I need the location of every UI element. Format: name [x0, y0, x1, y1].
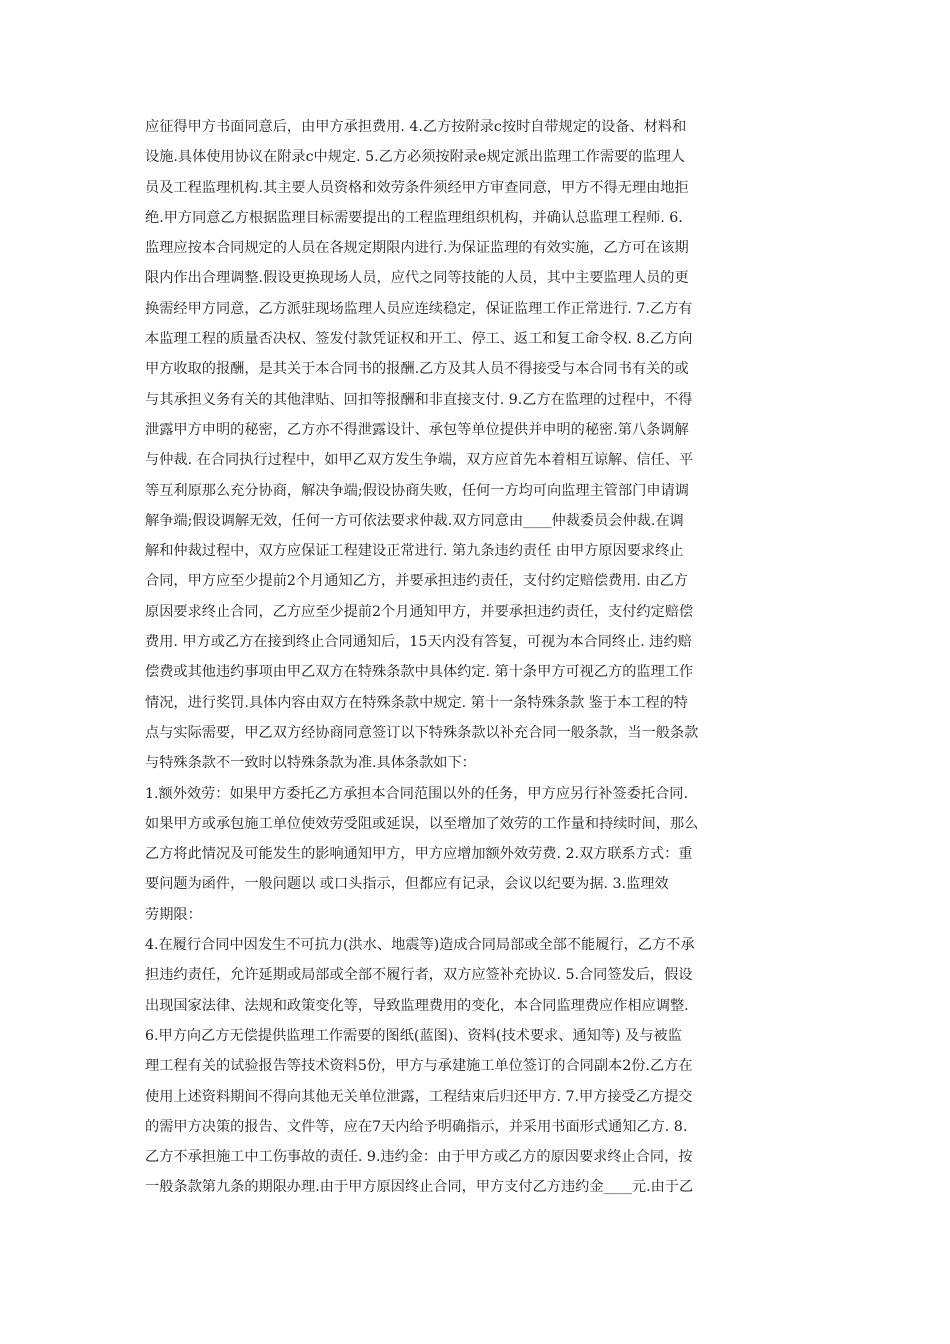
text-line: 4.在履行合同中因发生不可抗力(洪水、地震等)造成合同局部或全部不能履行，乙方不承: [145, 937, 695, 954]
text-line: 绝.甲方同意乙方根据监理目标需要提出的工程监理组织机构，并确认总监理工程师. 6.: [145, 209, 683, 226]
text-line: 偿费或其他违约事项由甲乙双方在特殊条款中具体约定. 第十条甲方可视乙方的监理工作: [145, 664, 694, 681]
text-line: 如果甲方或承包施工单位使效劳受阻或延误，以至增加了效劳的工作量和持续时间，那么: [145, 815, 699, 832]
text-line: 点与实际需要，甲乙双方经协商同意签订以下特殊条款以补充合同一般条款，当一般条款: [145, 724, 699, 741]
text-line: 6.甲方向乙方无偿提供监理工作需要的图纸(蓝图)、资料(技术要求、通知等) 及与被监: [145, 1027, 682, 1044]
text-line: 解和仲裁过程中，双方应保证工程建设正常进行. 第九条违约责任 由甲方原因要求终止: [145, 543, 684, 560]
text-line: 一般条款第九条的期限办理.由于甲方原因终止合同，甲方支付乙方违约金____元.由于乙: [145, 1179, 694, 1196]
text-line: 1.额外效劳：如果甲方委托乙方承担本合同范围以外的任务，甲方应另行补签委托合同.: [145, 785, 688, 802]
text-line: 本监理工程的质量否决权、签发付款凭证权和开工、停工、返工和复工命令权. 8.乙方向: [145, 331, 693, 348]
contract-text-body: [145, 112, 810, 1203]
text-line: 出现国家法律、法规和政策变化等，导致监理费用的变化，本合同监理费应作相应调整.: [145, 997, 689, 1014]
text-line: 乙方不承担施工中工伤事故的责任. 9.违约金：由于甲方或乙方的原因要求终止合同，按: [145, 1149, 693, 1166]
text-line: 与特殊条款不一致时以特殊条款为准.具体条款如下：: [145, 755, 476, 772]
text-line: 合同，甲方应至少提前2个月通知乙方，并要承担违约责任，支付约定赔偿费用. 由乙方: [145, 573, 688, 590]
text-line: 理工程有关的试验报告等技术资料5份，甲方与承建施工单位签订的合同副本2份.乙方在: [145, 1058, 693, 1075]
text-line: 员及工程监理机构.其主要人员资格和效劳条件须经甲方审查同意，甲方不得无理由地拒: [145, 179, 689, 196]
text-line: 等互利原那么充分协商，解决争端;假设协商失败，任何一方均可向监理主管部门申请调: [145, 482, 689, 499]
text-line: 的需甲方决策的报告、文件等，应在7天内给予明确指示，并采用书面形式通知乙方. 8.: [145, 1118, 688, 1135]
text-line: 与其承担义务有关的其他津贴、回扣等报酬和非直接支付. 9.乙方在监理的过程中，不得: [145, 391, 693, 408]
text-line: 要问题为函件，一般问题以 或口头指示，但都应有记录，会议以纪要为据. 3.监理效: [145, 876, 669, 893]
text-line: 设施.具体使用协议在附录c中规定. 5.乙方必须按附录e规定派出监理工作需要的监理人: [145, 149, 685, 166]
text-line: 情况，进行奖罚.具体内容由双方在特殊条款中规定. 第十一条特殊条款 鉴于本工程的特: [145, 694, 688, 711]
text-line: 担违约责任，允许延期或局部或全部不履行者，双方应签补充协议. 5.合同签发后，假设: [145, 967, 693, 984]
text-line: 泄露甲方申明的秘密，乙方亦不得泄露设计、承包等单位提供并申明的秘密.第八条调解: [145, 421, 689, 438]
text-line: 原因要求终止合同，乙方应至少提前2个月通知甲方，并要承担违约责任，支付约定赔偿: [145, 603, 694, 620]
text-line: 使用上述资料期间不得向其他无关单位泄露，工程结束后归还甲方. 7.甲方接受乙方提交: [145, 1088, 693, 1105]
text-line: 甲方收取的报酬，是其关于本合同书的报酬.乙方及其人员不得接受与本合同书有关的或: [145, 361, 689, 378]
text-line: 乙方将此情况及可能发生的影响通知甲方，甲方应增加额外效劳费. 2.双方联系方式：重: [145, 846, 693, 863]
text-line: 监理应按本合同规定的人员在各规定期限内进行.为保证监理的有效实施，乙方可在该期: [145, 240, 689, 257]
text-line: 应征得甲方书面同意后，由甲方承担费用. 4.乙方按附录c按时自带规定的设备、材料和: [145, 119, 687, 135]
text-line: 与仲裁. 在合同执行过程中，如甲乙双方发生争端，双方应首先本着相互谅解、信任、平: [145, 452, 694, 469]
text-line: 换需经甲方同意，乙方派驻现场监理人员应连续稳定，保证监理工作正常进行. 7.乙方有: [145, 300, 693, 317]
text-line: 劳期限：: [145, 906, 202, 923]
text-line: 解争端;假设调解无效，任何一方可依法要求仲裁.双方同意由____仲裁委员会仲裁.在调: [145, 512, 684, 529]
text-line: 费用. 甲方或乙方在接到终止合同通知后，15天内没有答复，可视为本合同终止. 违约赔: [145, 634, 692, 651]
text-line: 限内作出合理调整.假设更换现场人员，应代之同等技能的人员，其中主要监理人员的更: [145, 270, 689, 287]
